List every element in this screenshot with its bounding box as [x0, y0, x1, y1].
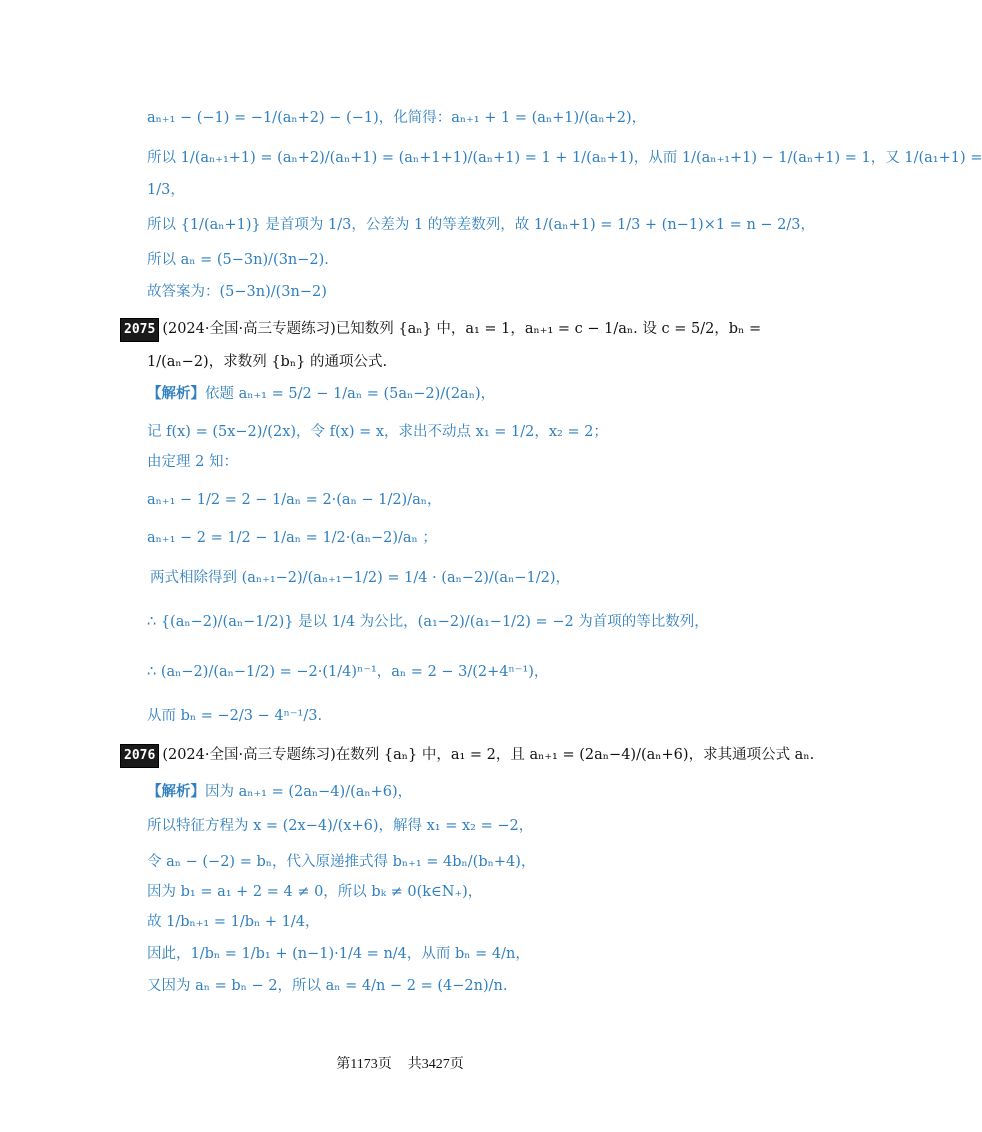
solution-line: 两式相除得到 (aₙ₊₁−2)/(aₙ₊₁−1/2) = 1/4 · (aₙ−2)/(aₙ−1/2)， [150, 570, 570, 586]
solution-text: 依题 aₙ₊₁ = 5/2 − 1/aₙ = (5aₙ−2)/(2aₙ)， [205, 386, 496, 402]
solution-line [147, 384, 495, 404]
solution-line: 1/3， [147, 182, 185, 198]
solution-line: 令 aₙ − (−2) = bₙ，代入原递推式得 bₙ₊₁ = 4bₙ/(bₙ+4)， [147, 854, 536, 870]
analysis-label: 【解析】 [147, 385, 205, 402]
solution-line: 从而 bₙ = −2/3 − 4ⁿ⁻¹/3. [147, 708, 323, 724]
solution-line: 又因为 aₙ = bₙ − 2，所以 aₙ = 4/n − 2 = (4−2n)/n. [147, 978, 508, 994]
solution-line: aₙ₊₁ − (−1) = −1/(aₙ+2) − (−1)，化简得：aₙ₊₁ + 1 = (aₙ+1)/(aₙ+2)， [147, 110, 647, 126]
page-total: 共3427页 [407, 1057, 464, 1072]
solution-line: 所以 aₙ = (5−3n)/(3n−2). [147, 252, 329, 268]
problem-text: 1/(aₙ−2)，求数列 {bₙ} 的通项公式. [147, 354, 388, 370]
solution-line: 所以 {1/(aₙ+1)} 是首项为 1/3，公差为 1 的等差数列，故 1/(aₙ+1) = 1/3 + (n−1)×1 = n − 2/3， [147, 217, 815, 233]
solution-line: 所以 1/(aₙ₊₁+1) = (aₙ+2)/(aₙ+1) = (aₙ+1+1)/(aₙ+1) = 1 + 1/(aₙ+1)，从而 1/(aₙ₊₁+1) − 1/(aₙ+1) = 1，又 1/(a₁+1) = [147, 150, 982, 166]
page-footer [0, 1053, 800, 1073]
problem-2076-statement [120, 744, 814, 768]
solution-line: ∴ {(aₙ−2)/(aₙ−1/2)} 是以 1/4 为公比，(a₁−2)/(a₁−1/2) = −2 为首项的等比数列， [147, 614, 709, 630]
solution-text: 因为 aₙ₊₁ = (2aₙ−4)/(aₙ+6)， [205, 784, 413, 800]
solution-line: 因为 b₁ = a₁ + 2 = 4 ≠ 0，所以 bₖ ≠ 0(k∈N₊)， [147, 884, 483, 900]
problem-text: (2024·全国·高三专题练习)已知数列 {aₙ} 中，a₁ = 1，aₙ₊₁ = c − 1/aₙ. 设 c = 5/2，bₙ = [162, 321, 762, 337]
solution-line: 因此，1/bₙ = 1/b₁ + (n−1)·1/4 = n/4，从而 bₙ = 4/n， [147, 946, 530, 962]
problem-2075-statement [120, 318, 761, 342]
analysis-label: 【解析】 [147, 783, 205, 800]
problem-text: (2024·全国·高三专题练习)在数列 {aₙ} 中，a₁ = 2，且 aₙ₊₁ = (2aₙ−4)/(aₙ+6)，求其通项公式 aₙ. [162, 747, 815, 763]
page-number: 第1173页 [336, 1057, 392, 1072]
solution-line: aₙ₊₁ − 2 = 1/2 − 1/aₙ = 1/2·(aₙ−2)/aₙ ； [147, 530, 437, 546]
solution-line [147, 782, 412, 802]
solution-line: 记 f(x) = (5x−2)/(2x)，令 f(x) = x，求出不动点 x₁ = 1/2，x₂ = 2； [147, 424, 608, 440]
solution-line: ∴ (aₙ−2)/(aₙ−1/2) = −2·(1/4)ⁿ⁻¹，aₙ = 2 − 3/(2+4ⁿ⁻¹)， [147, 664, 549, 680]
problem-number-badge: 2075 [120, 318, 159, 342]
solution-line: 由定理 2 知： [147, 454, 238, 470]
solution-line: 所以特征方程为 x = (2x−4)/(x+6)，解得 x₁ = x₂ = −2， [147, 818, 534, 834]
solution-line: 故答案为：(5−3n)/(3n−2) [147, 284, 327, 300]
problem-number-badge: 2076 [120, 744, 159, 768]
solution-line: 故 1/bₙ₊₁ = 1/bₙ + 1/4， [147, 914, 320, 930]
solution-line: aₙ₊₁ − 1/2 = 2 − 1/aₙ = 2·(aₙ − 1/2)/aₙ， [147, 492, 442, 508]
